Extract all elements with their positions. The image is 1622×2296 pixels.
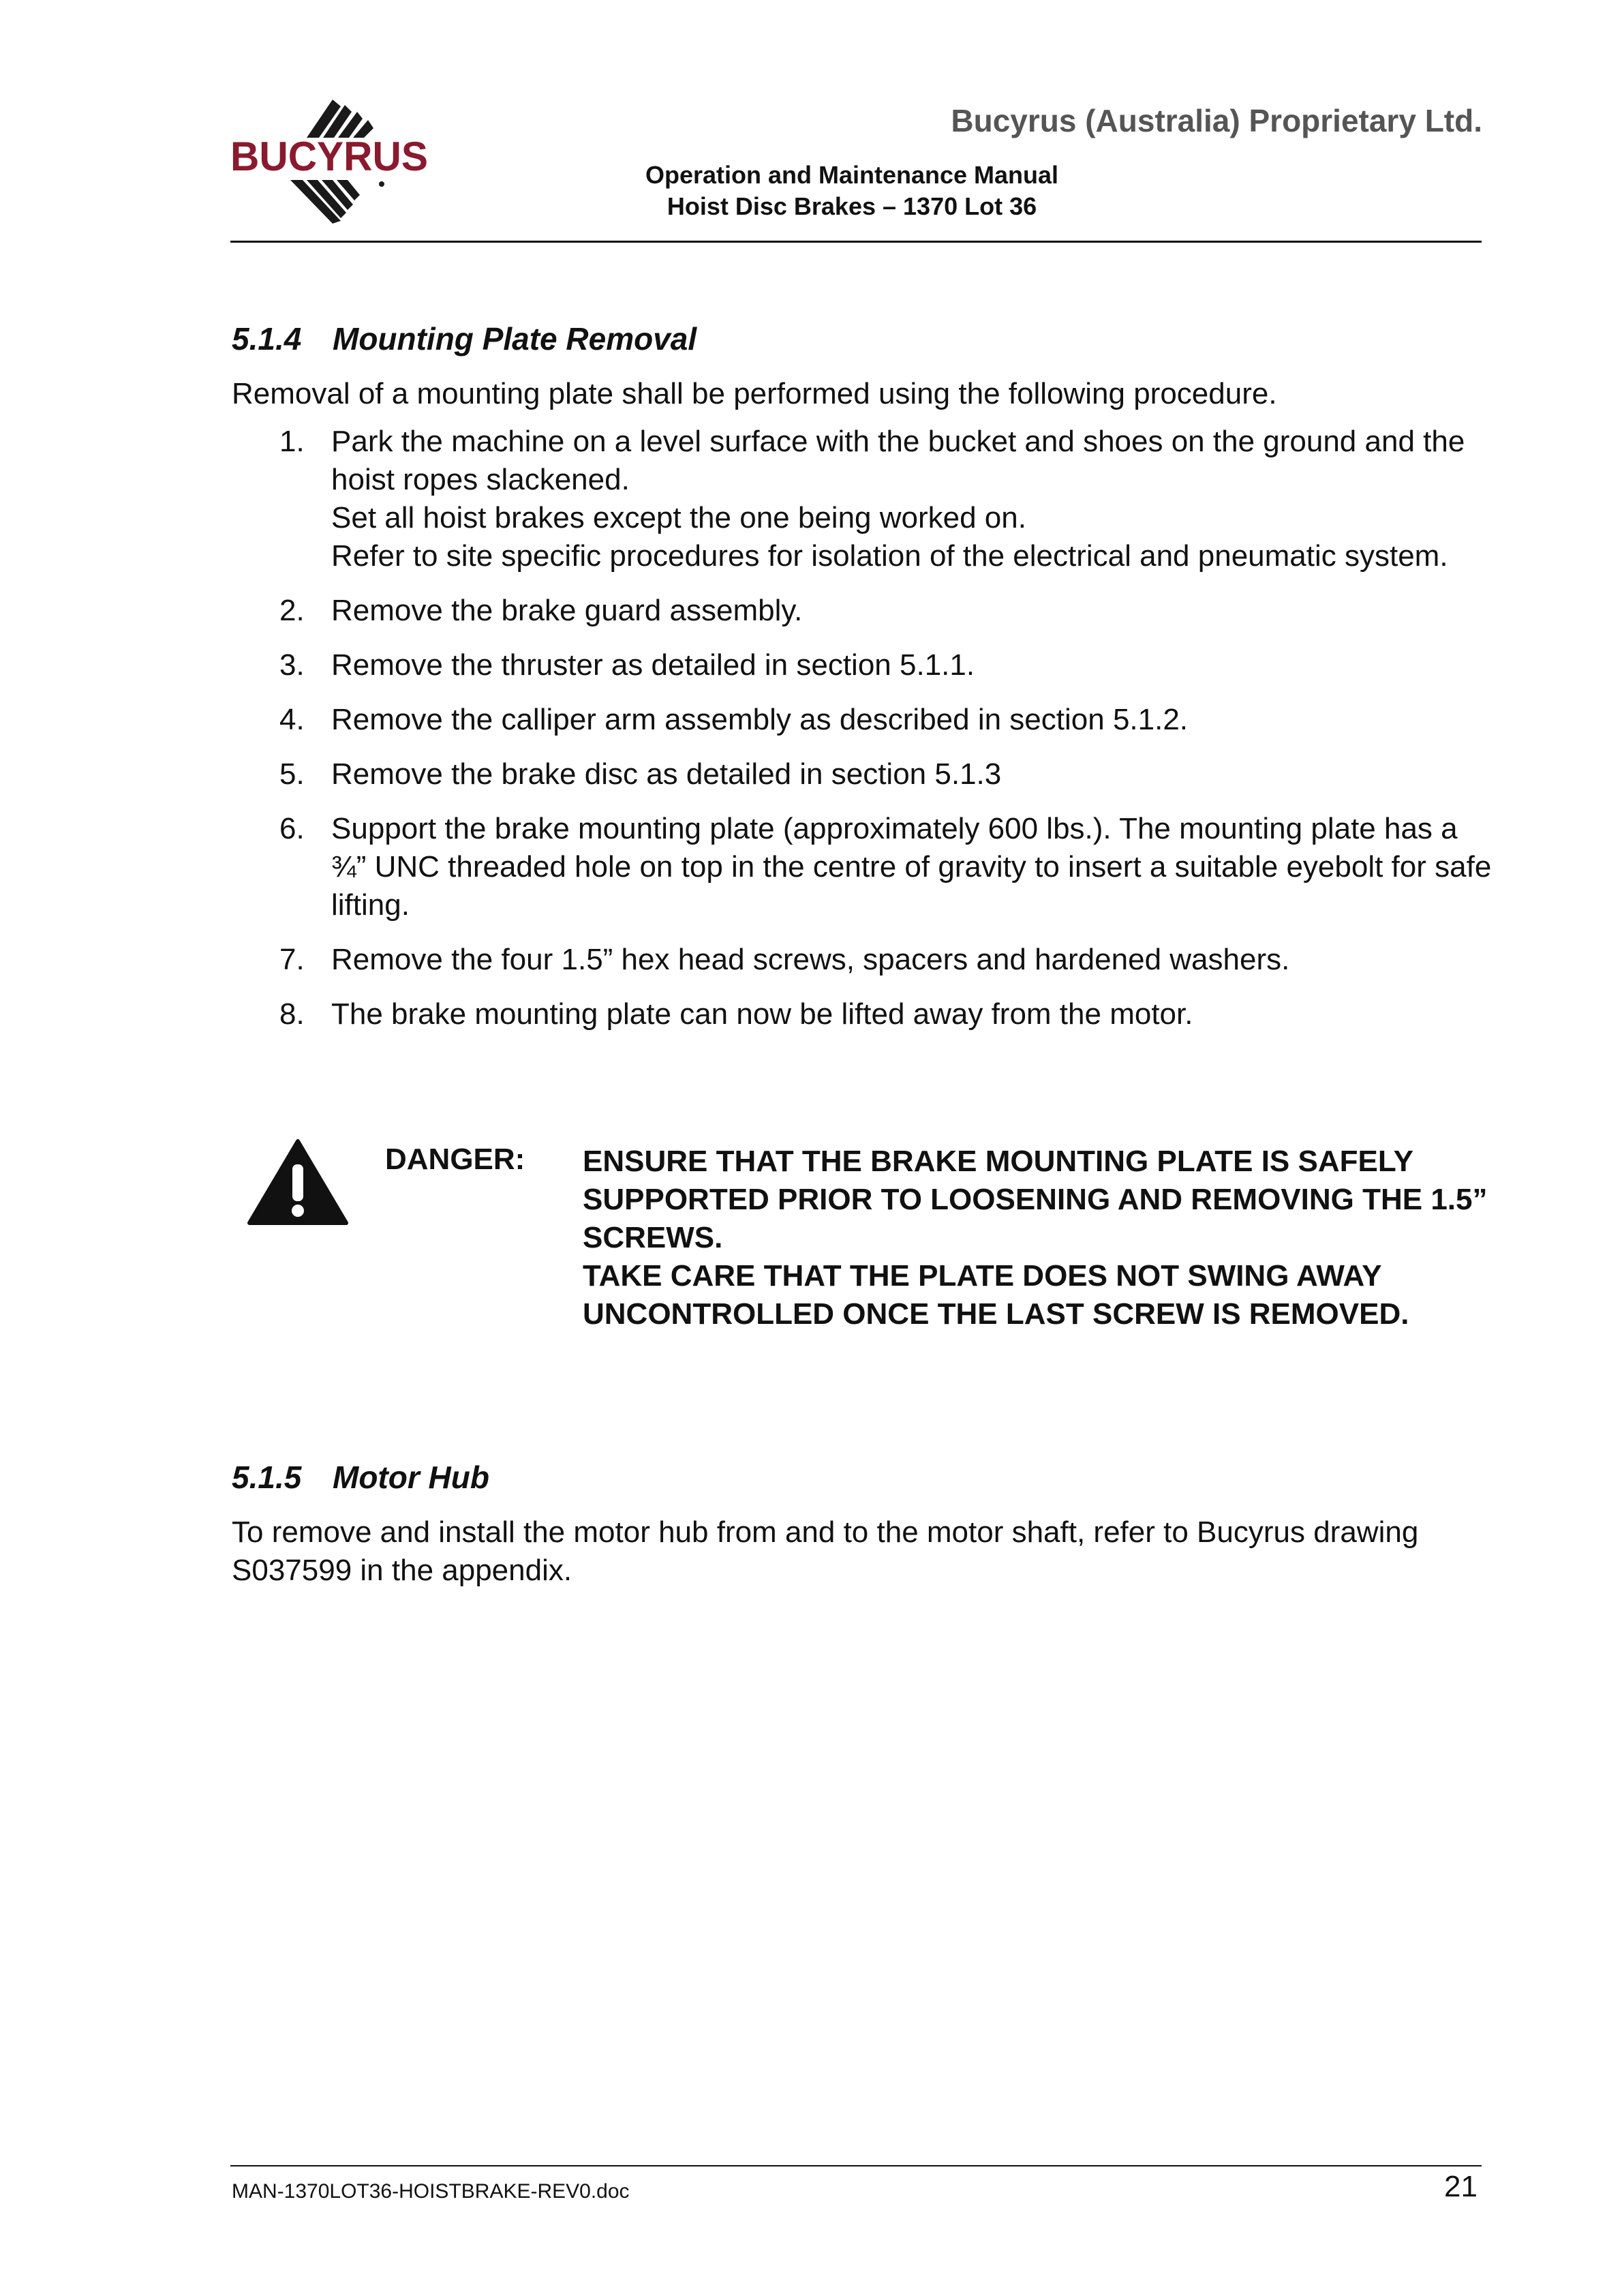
section-title: Motor Hub [333,1460,489,1495]
danger-line: TAKE CARE THAT THE PLATE DOES NOT SWING AWAY UNCONTROLLED ONCE THE LAST SCREW IS REMOVED. [583,1259,1409,1331]
step-text: Remove the brake disc as detailed in section 5.1.3 [331,757,1002,791]
step-number: 1. [279,425,305,458]
step-number: 6. [279,812,305,845]
list-item [232,995,1493,1033]
logo-wordmark: BUCYRUS [230,134,428,179]
danger-label: DANGER: [385,1143,525,1176]
section-title: Mounting Plate Removal [333,321,697,357]
step-number: 2. [279,594,305,627]
list-item [232,941,1493,979]
list-item [232,755,1493,794]
list-item [232,701,1493,739]
danger-message [583,1143,1496,1333]
footer-divider [230,2165,1482,2166]
manual-subtitle: Hoist Disc Brakes – 1370 Lot 36 [667,192,1037,220]
step-text: Set all hoist brakes except the one being worked on. [331,501,1026,534]
step-text: Remove the thruster as detailed in section 5.1.1. [331,648,975,682]
step-text: Remove the calliper arm assembly as described in section 5.1.2. [331,703,1189,736]
section-heading-515 [232,1459,489,1496]
motor-hub-paragraph: To remove and install the motor hub from and to the motor shaft, refer to Bucyrus drawing S037599 in the appendix. [232,1515,1419,1587]
section-number: 5.1.4 [232,321,302,357]
list-item [232,592,1493,630]
step-number: 3. [279,648,305,682]
step-text: The brake mounting plate can now be lifted away from the motor. [331,997,1193,1031]
header-divider [230,241,1482,243]
step-text: Remove the four 1.5” hex head screws, spacers and hardened washers. [331,943,1290,976]
step-number: 8. [279,997,305,1031]
footer-filename: MAN-1370LOT36-HOISTBRAKE-REV0.doc [232,2180,630,2203]
logo-stripes-bottom [290,180,360,224]
list-item [232,423,1493,575]
step-text: Support the brake mounting plate (approximately 600 lbs.). The mounting plate has a ¾” UNC threaded hole on top in the centre of gravity to insert a suitable eyebolt for safe lifting. [331,812,1492,922]
step-number: 5. [279,757,305,791]
step-number: 4. [279,703,305,736]
section-heading-514 [232,320,697,357]
section-number: 5.1.5 [232,1460,302,1495]
bucyrus-logo [230,95,435,225]
page-number: 21 [1444,2170,1478,2203]
step-text: Refer to site specific procedures for isolation of the electrical and pneumatic system. [331,539,1448,573]
company-name: Bucyrus (Australia) Proprietary Ltd. [951,103,1482,138]
warning-triangle-icon [247,1138,349,1227]
list-item [232,646,1493,684]
step-number: 7. [279,943,305,976]
procedure-list [232,423,1493,1050]
logo-stripes-top [307,100,373,138]
manual-title: Operation and Maintenance Manual [645,161,1059,189]
step-text: Park the machine on a level surface with the bucket and shoes on the ground and the hoist ropes slackened. [331,425,1465,496]
step-text: Remove the brake guard assembly. [331,594,803,627]
danger-line: ENSURE THAT THE BRAKE MOUNTING PLATE IS SAFELY SUPPORTED PRIOR TO LOOSENING AND REMOVING THE 1.5” SCREWS. [583,1145,1488,1254]
intro-paragraph: Removal of a mounting plate shall be performed using the following procedure. [232,377,1277,410]
list-item [232,810,1493,924]
logo-registered-dot [379,181,384,187]
